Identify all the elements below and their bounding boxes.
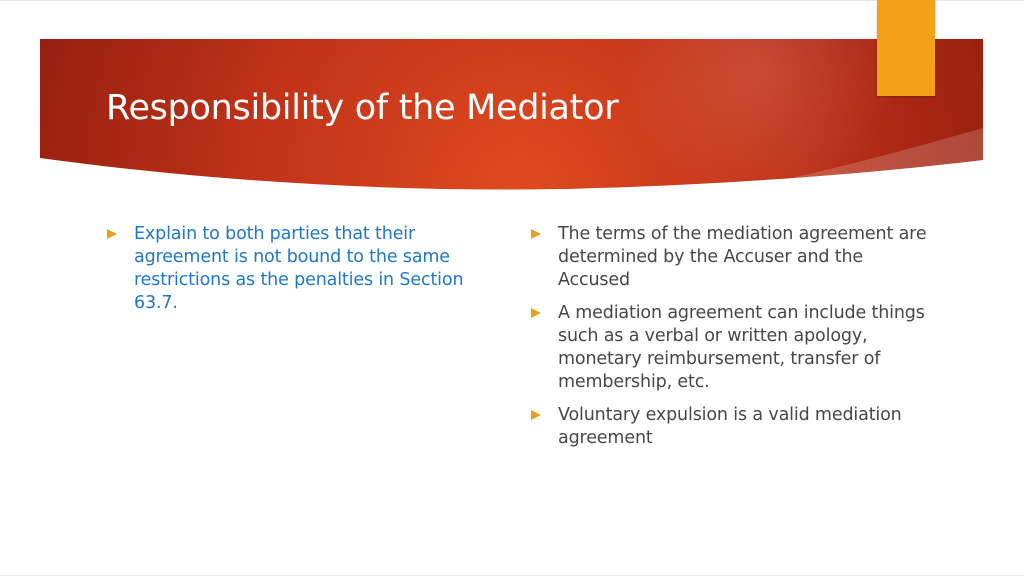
right-bullet-list [531,223,931,460]
bullet-text: The terms of the mediation agreement are determined by the Accuser and the Accused [558,224,927,290]
list-item [531,404,931,450]
list-item [107,223,492,315]
arrow-bullet-icon [531,308,541,318]
bullet-text: Voluntary expulsion is a valid mediation agreement [558,405,902,448]
arrow-bullet-icon [531,410,541,420]
bullet-text: A mediation agreement can include things such as a verbal or written apology, monetary reimbursement, transfer of membership, etc. [558,303,925,392]
accent-tab [877,0,935,96]
left-bullet-list [107,223,492,325]
list-item [531,223,931,292]
arrow-bullet-icon [107,229,117,239]
arrow-bullet-icon [531,229,541,239]
list-item [531,302,931,394]
slide-title: Responsibility of the Mediator [106,88,619,128]
bullet-text: Explain to both parties that their agreement is not bound to the same restrictions as the penalties in Section 63.7. [134,224,464,313]
